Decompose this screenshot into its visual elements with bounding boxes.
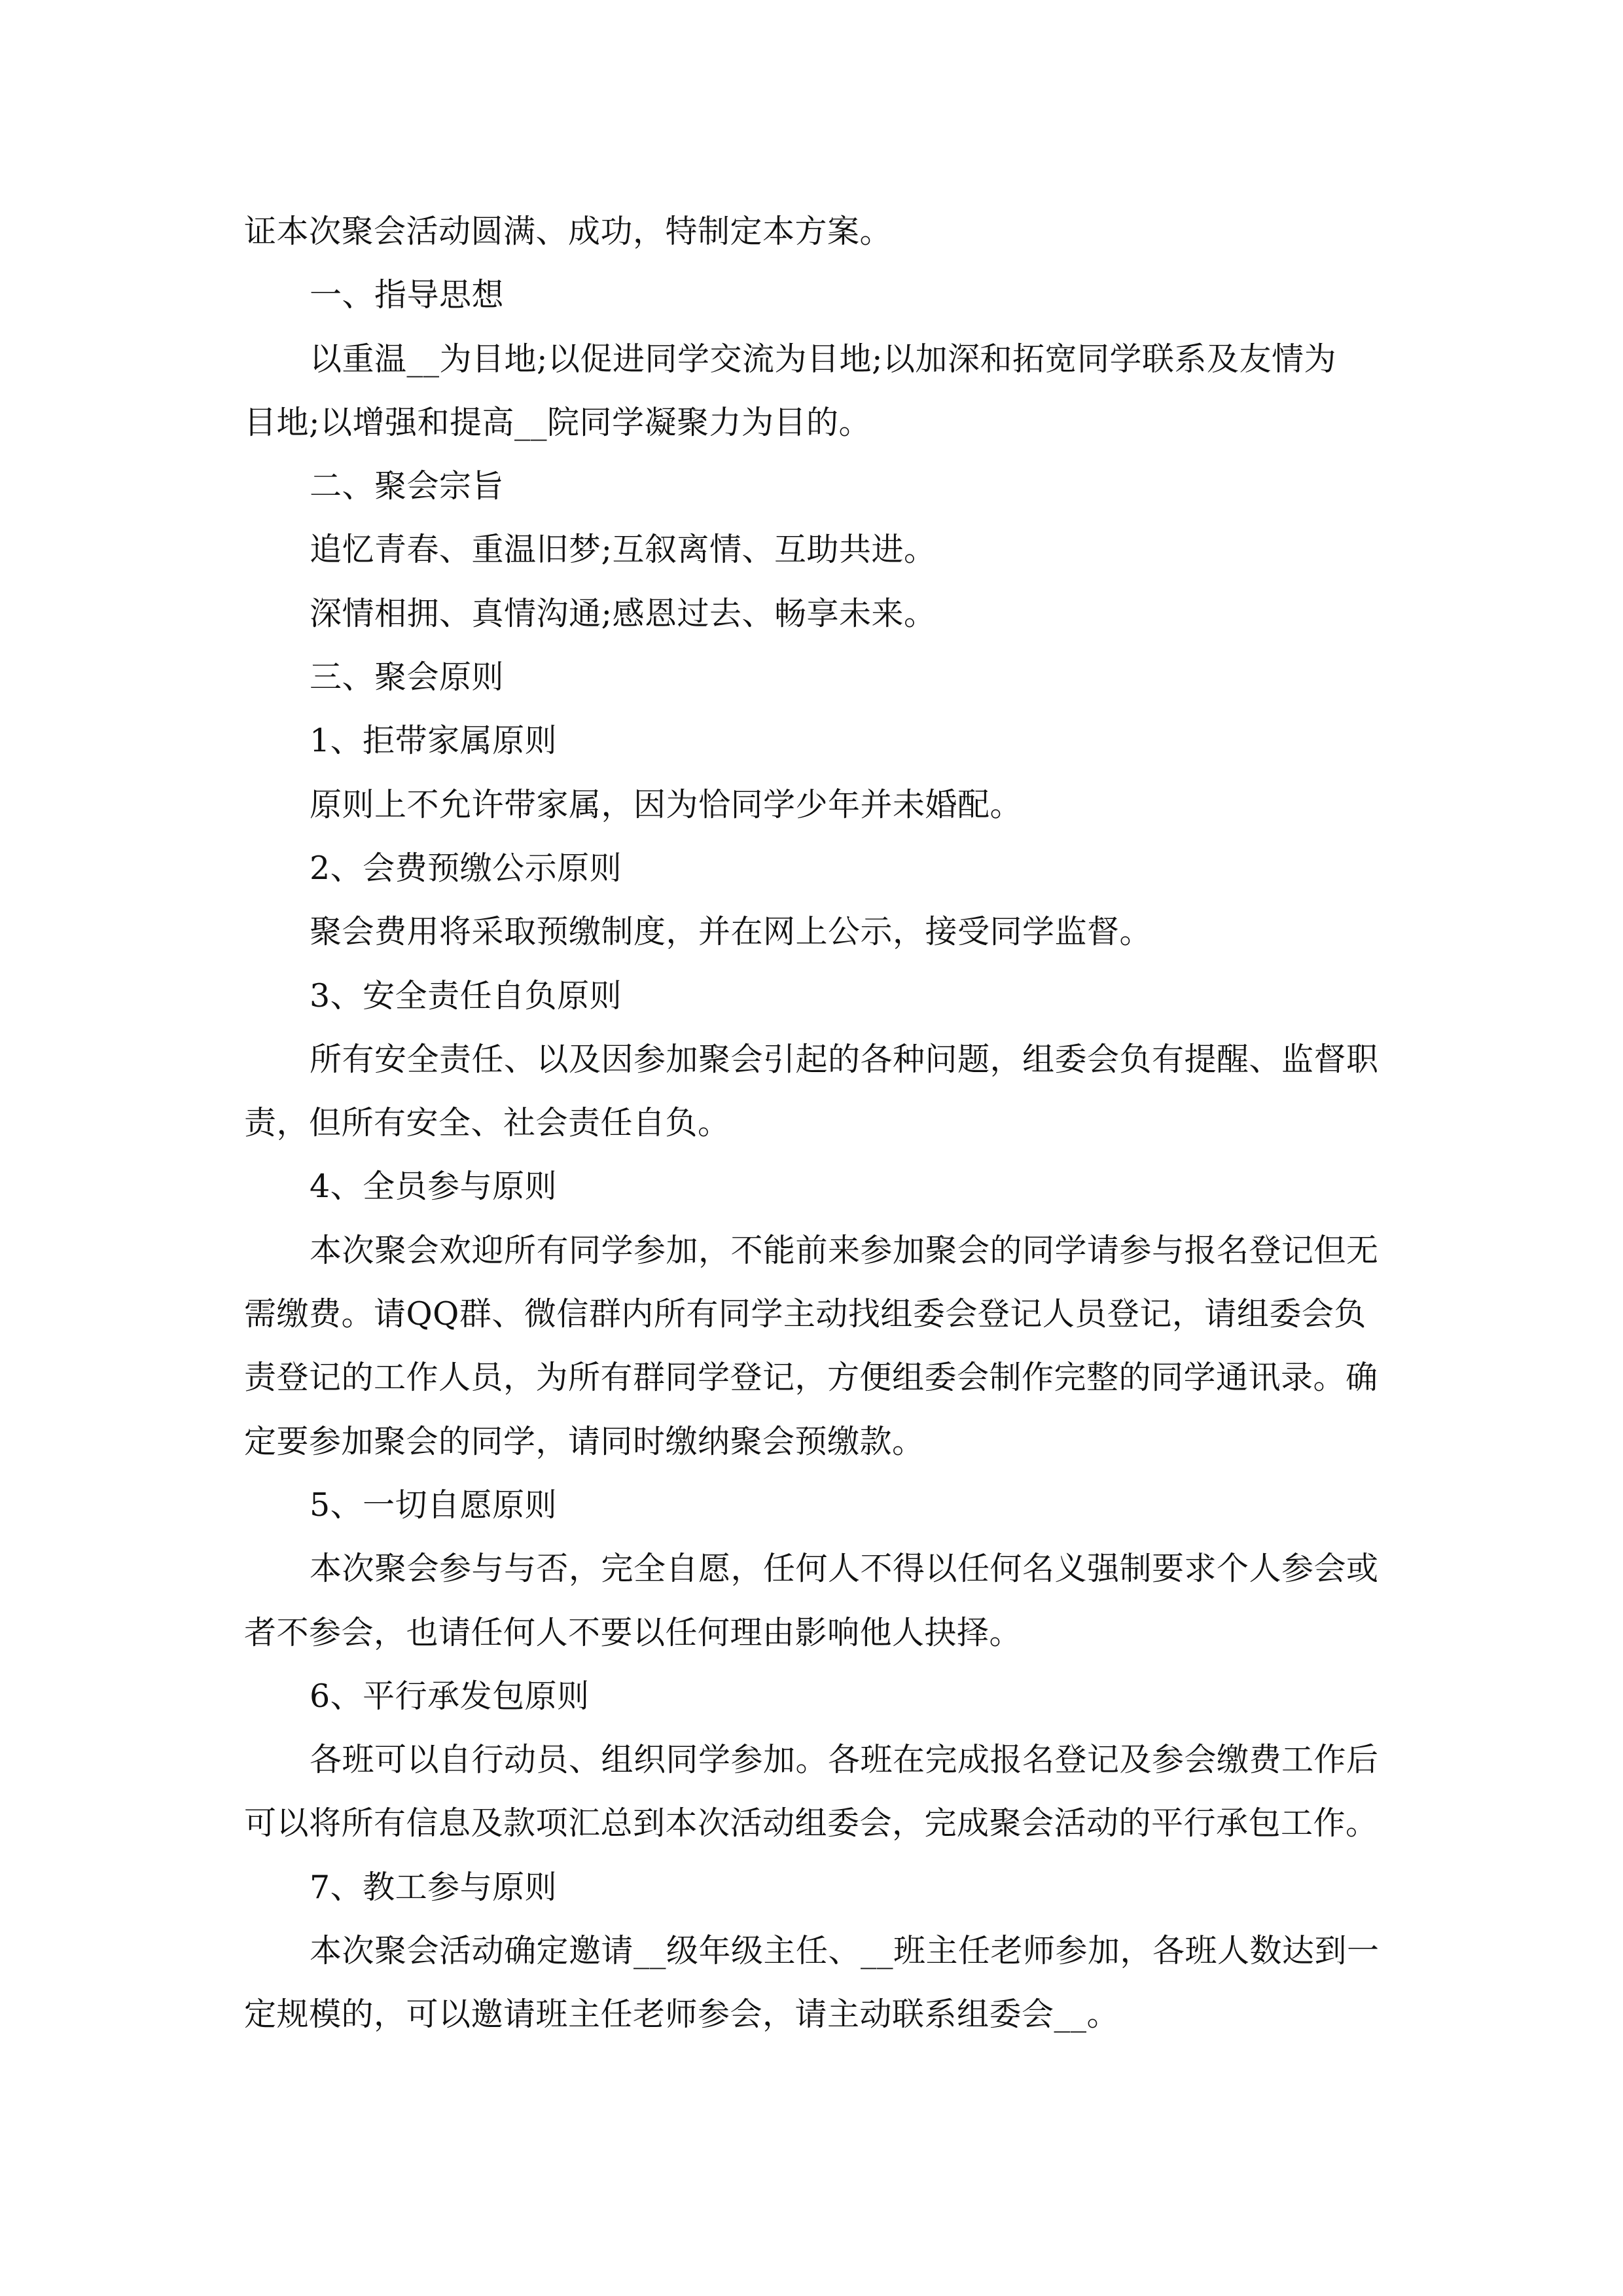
text-line: 原则上不允许带家属，因为恰同学少年并未婚配。 [310,785,1023,823]
text-line: 责登记的工作人员，为所有群同学登记，方便组委会制作完整的同学通讯录。确 [244,1359,1378,1397]
text-line: 1、拒带家属原则 [310,722,558,760]
text-line: 深情相拥、真情沟通;感恩过去、畅享未来。 [310,594,936,632]
text-line: 本次聚会活动确定邀请__级年级主任、__班主任老师参加，各班人数达到一 [310,1932,1380,1970]
text-line: 一、指导思想 [310,276,505,314]
text-line: 4、全员参与原则 [310,1168,558,1206]
text-line: 5、一切自愿原则 [310,1486,558,1524]
text-line: 定要参加聚会的同学，请同时缴纳聚会预缴款。 [244,1422,925,1460]
text-line: 定规模的，可以邀请班主任老师参会，请主动联系组委会__。 [244,1996,1120,2034]
text-line: 3、安全责任自负原则 [310,977,622,1014]
text-line: 目地;以增强和提高__院同学凝聚力为目的。 [244,403,872,441]
text-line: 二、聚会宗旨 [310,467,505,505]
text-line: 需缴费。请QQ群、微信群内所有同学主动找组委会登记人员登记，请组委会负 [244,1295,1366,1333]
text-line: 本次聚会参与与否，完全自愿，任何人不得以任何名义强制要求个人参会或 [310,1550,1379,1588]
text-line: 者不参会，也请任何人不要以任何理由影响他人抉择。 [244,1613,1022,1651]
text-line: 2、会费预缴公示原则 [310,849,622,887]
text-line: 追忆青春、重温旧梦;互叙离情、互助共进。 [310,531,936,569]
text-line: 可以将所有信息及款项汇总到本次活动组委会，完成聚会活动的平行承包工作。 [244,1804,1378,1842]
text-line: 7、教工参与原则 [310,1868,558,1906]
document-body [244,200,1386,2047]
text-line: 各班可以自行动员、组织同学参加。各班在完成报名登记及参会缴费工作后 [310,1741,1379,1779]
text-line: 本次聚会欢迎所有同学参加，不能前来参加聚会的同学请参与报名登记但无 [310,1231,1379,1269]
text-line: 责，但所有安全、社会责任自负。 [244,1104,730,1142]
text-line: 6、平行承发包原则 [310,1677,590,1715]
text-line: 以重温__为目地;以促进同学交流为目地;以加深和拓宽同学联系及友情为 [310,340,1337,378]
text-line: 三、聚会原则 [310,658,505,696]
text-line: 所有安全责任、以及因参加聚会引起的各种问题，组委会负有提醒、监督职 [310,1040,1379,1078]
text-line: 证本次聚会活动圆满、成功，特制定本方案。 [244,213,893,250]
text-line: 聚会费用将采取预缴制度，并在网上公示，接受同学监督。 [310,913,1152,951]
